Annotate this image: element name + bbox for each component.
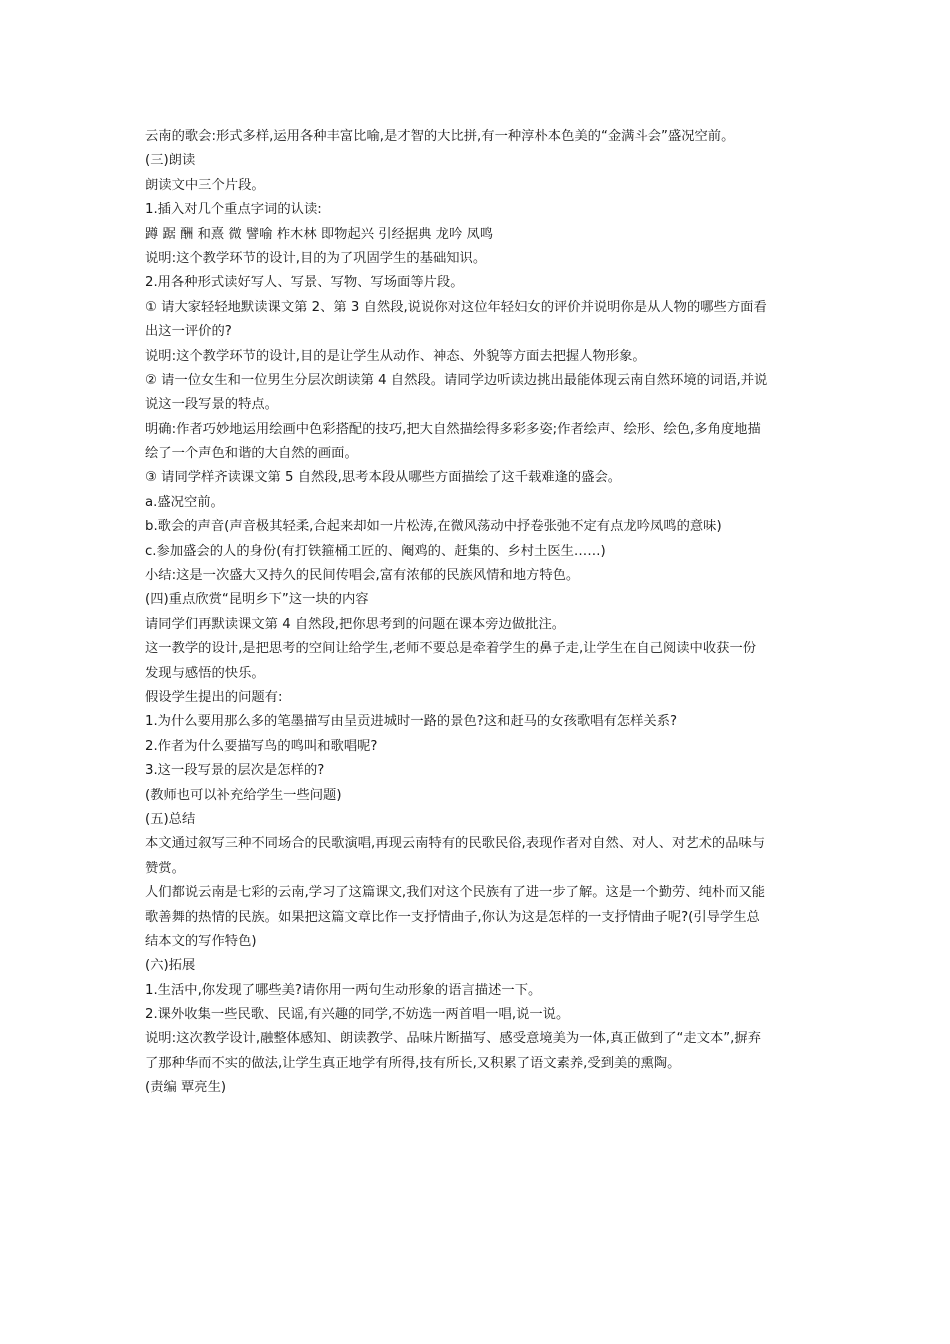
text-line: 2.课外收集一些民歌、民谣,有兴趣的同学,不妨选一两首唱一唱,说一说。: [145, 1007, 570, 1023]
text-line: 蹲 踞 酬 和熹 微 譬喻 柞木林 即物起兴 引经据典 龙吟 凤鸣: [145, 226, 494, 242]
text-line: 人们都说云南是七彩的云南,学习了这篇课文,我们对这个民族有了进一步了解。这是一个勤劳、纯朴而又能: [145, 885, 766, 901]
text-line: 3.这一段写景的层次是怎样的?: [145, 763, 325, 779]
text-line: 1.插入对几个重点字词的认读:: [145, 202, 322, 218]
text-line: 发现与感悟的快乐。: [145, 665, 265, 681]
text-line: c.参加盛会的人的身份(有打铁箍桶工匠的、阉鸡的、赶集的、乡村土医生……): [145, 543, 606, 559]
editor-credit: (责编 覃亮生): [145, 1080, 227, 1096]
text-line: 了那种华而不实的做法,让学生真正地学有所得,技有所长,又积累了语文素养,受到美的熏陶。: [145, 1055, 681, 1071]
text-line: 小结:这是一次盛大又持久的民间传唱会,富有浓郁的民族风情和地方特色。: [145, 568, 580, 584]
text-line: ① 请大家轻轻地默读课文第 2、第 3 自然段,说说你对这位年轻妇女的评价并说明你是从人物的哪些方面看: [145, 299, 767, 315]
section-heading: (四)重点欣赏“昆明乡下”这一块的内容: [145, 592, 369, 608]
text-line: 云南的歌会:形式多样,运用各种丰富比喻,是才智的大比拼,有一种淳朴本色美的“金满斗会”盛况空前。: [145, 129, 735, 144]
text-line: 出这一评价的?: [145, 324, 232, 340]
text-line: 绘了一个声色和谐的大自然的画面。: [145, 446, 358, 462]
text-line: 赞赏。: [145, 860, 185, 876]
text-line: 本文通过叙写三种不同场合的民歌演唱,再现云南特有的民歌民俗,表现作者对自然、对人、对艺术的品味与: [145, 836, 766, 852]
text-line: 朗读文中三个片段。: [145, 177, 265, 193]
text-line: 说这一段写景的特点。: [145, 397, 278, 413]
text-line: 1.为什么要用那么多的笔墨描写由呈贡进城时一路的景色?这和赶马的女孩歌唱有怎样关系?: [145, 714, 678, 730]
text-line: 说明:这个教学环节的设计,目的是让学生从动作、神态、外貌等方面去把握人物形象。: [145, 348, 646, 364]
text-line: 2.作者为什么要描写鸟的鸣叫和歌唱呢?: [145, 738, 378, 754]
text-line: 假设学生提出的问题有:: [145, 689, 283, 705]
document-body: [145, 125, 813, 1101]
text-line: b.歌会的声音(声音极其轻柔,合起来却如一片松涛,在微风荡动中抒卷张弛不定有点龙吟凤鸣的意味): [145, 519, 722, 535]
text-line: 1.生活中,你发现了哪些美?请你用一两句生动形象的语言描述一下。: [145, 982, 542, 998]
text-line: 明确:作者巧妙地运用绘画中色彩搭配的技巧,把大自然描绘得多彩多姿;作者绘声、绘形、绘色,多角度地描: [145, 421, 761, 437]
text-line: 歌善舞的热情的民族。如果把这篇文章比作一支抒情曲子,你认为这是怎样的一支抒情曲子呢?(引导学生总: [145, 909, 760, 925]
section-heading: (六)拓展: [145, 958, 196, 974]
section-heading: (三)朗读: [145, 153, 196, 169]
text-line: 说明:这次教学设计,融整体感知、朗读教学、品味片断描写、感受意境美为一体,真正做到了“走文本”,摒弃: [145, 1031, 761, 1047]
text-line: 结本文的写作特色): [145, 933, 257, 949]
text-line: ③ 请同学样齐读课文第 5 自然段,思考本段从哪些方面描绘了这千载难逢的盛会。: [145, 470, 622, 486]
section-heading: (五)总结: [145, 811, 196, 827]
text-line: 说明:这个教学环节的设计,目的为了巩固学生的基础知识。: [145, 250, 487, 266]
text-line: (教师也可以补充给学生一些问题): [145, 787, 342, 803]
text-line: 2.用各种形式读好写人、写景、写物、写场面等片段。: [145, 275, 464, 291]
text-line: 这一教学的设计,是把思考的空间让给学生,老师不要总是牵着学生的鼻子走,让学生在自己阅读中收获一份: [145, 641, 757, 657]
text-line: ② 请一位女生和一位男生分层次朗读第 4 自然段。请同学边听读边挑出最能体现云南自然环境的词语,并说: [145, 372, 768, 388]
text-line: a.盛况空前。: [145, 494, 224, 510]
text-line: 请同学们再默读课文第 4 自然段,把你思考到的问题在课本旁边做批注。: [145, 616, 566, 632]
